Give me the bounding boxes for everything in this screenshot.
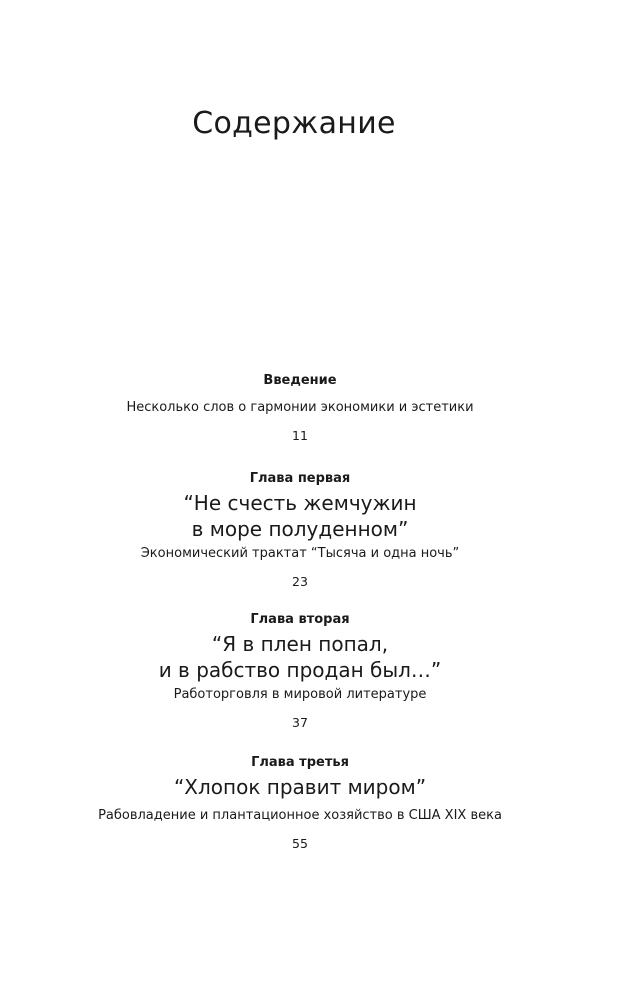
entry-label: Глава третья (251, 755, 349, 770)
entry-heading-line-1: “Не счесть жемчужин (183, 491, 417, 515)
entry-heading-line-2: и в рабство продан был…” (158, 658, 442, 682)
toc-entry-introduction[interactable] (0, 372, 600, 445)
entry-label: Глава вторая (250, 612, 350, 627)
page-title: Содержание (192, 106, 396, 141)
entry-page-number: 23 (292, 574, 308, 589)
entry-subtitle: Рабовладение и плантационное хозяйство в США XIX века (98, 808, 502, 823)
entry-heading-line-2: в море полуденном” (191, 517, 409, 541)
toc-entry-chapter-3[interactable] (0, 754, 600, 853)
entry-subtitle: Экономический трактат “Тысяча и одна ночь” (140, 546, 460, 561)
entry-label: Глава первая (249, 471, 351, 486)
entry-label: Введение (263, 373, 337, 388)
toc-entry-chapter-2[interactable] (0, 611, 600, 732)
entry-page-number: 11 (292, 428, 308, 443)
entry-heading-line-1: “Хлопок правит миром” (173, 775, 427, 799)
entry-page-number: 55 (292, 836, 308, 851)
entry-subtitle: Несколько слов о гармонии экономики и эстетики (126, 400, 474, 415)
entry-heading-line-1: “Я в плен попал, (211, 632, 389, 656)
toc-entry-chapter-1[interactable] (0, 470, 600, 591)
entry-subtitle: Работорговля в мировой литературе (173, 687, 427, 702)
entry-page-number: 37 (292, 715, 308, 730)
